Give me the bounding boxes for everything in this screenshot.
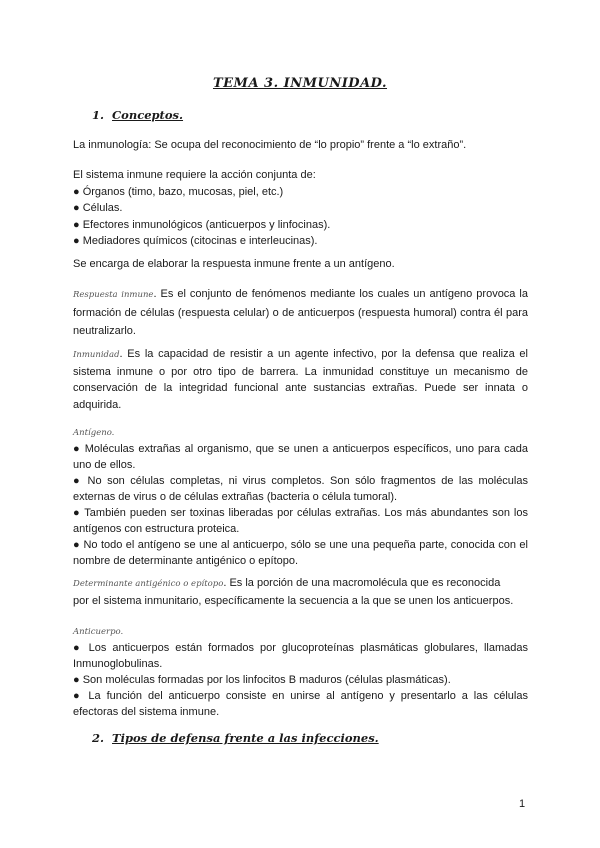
respuesta-term: Respuesta inmune xyxy=(73,290,154,300)
anticuerpo-term: Anticuerpo. xyxy=(73,627,124,637)
list-item: ● Órganos (timo, bazo, mucosas, piel, etc.) xyxy=(73,185,284,198)
section-title: Tipos de defensa frente a las infecciones. xyxy=(112,731,379,745)
list-item: ● La función del anticuerpo consiste en unirse al antígeno y presentarlo a las células efectoras del sistema inmune. xyxy=(73,690,528,718)
response-paragraph: Se encarga de elaborar la respuesta inmune frente a un antígeno. xyxy=(73,258,395,270)
inmunidad-text: . Es la capacidad de resistir a un agente infectivo, por la defensa que realiza el sistema inmune o por otro tipo de barrera. La inmunidad constituye un mecanismo de conservación de la integridad funcional ante sustancias extrañas. Puede ser innata o adquirida. xyxy=(73,348,528,411)
list-item: ● Células. xyxy=(73,202,123,214)
list-item: ● Mediadores químicos (citocinas e interleucinas). xyxy=(73,235,318,247)
respuesta-definition xyxy=(73,285,528,340)
list-item: ● Efectores inmunológicos (anticuerpos y linfocinas). xyxy=(73,218,331,231)
list-item: ● Los anticuerpos están formados por glucoproteínas plasmáticas globulares, llamadas Inmunoglobulinas. xyxy=(73,642,528,670)
anticuerpo-block xyxy=(73,624,528,720)
list-item: ● También pueden ser toxinas liberadas por células extrañas. Los más abundantes son los antígenos con estructura proteica. xyxy=(73,507,528,535)
list-item: ● No son células completas, ni virus completos. Son sólo fragmentos de las moléculas externas de virus o de células extrañas (bacteria o célula tumoral). xyxy=(73,475,528,503)
antigeno-block xyxy=(73,425,528,569)
section-number: 1. xyxy=(92,108,105,122)
section-title: Conceptos. xyxy=(112,108,184,122)
determinante-term: Determinante antigénico o epítopo xyxy=(73,579,224,589)
list-item: ● No todo el antígeno se une al anticuerpo, sólo se une una pequeña parte, conocida con el nombre de determinante antigénico o epítopo. xyxy=(73,539,528,567)
determinante-text-2: por el sistema inmunitario, específicamente la secuencia a la que se unen los anticuerpos. xyxy=(73,595,514,607)
antigeno-term: Antígeno. xyxy=(73,428,115,438)
system-intro: El sistema inmune requiere la acción conjunta de: xyxy=(73,169,316,181)
section-number: 2. xyxy=(92,731,105,745)
inmunidad-definition xyxy=(73,346,528,413)
system-list xyxy=(73,167,528,250)
list-item: ● Moléculas extrañas al organismo, que se unen a anticuerpos específicos, uno para cada uno de ellos. xyxy=(73,443,528,471)
determinante-text: . Es la porción de una macromolécula que es reconocida xyxy=(223,577,501,589)
list-item: ● Son moléculas formadas por los linfocitos B maduros (células plasmáticas). xyxy=(73,674,451,686)
respuesta-text: . Es el conjunto de fenómenos mediante los cuales un antígeno provoca la formación de células (respuesta celular) o de anticuerpos (respuesta humoral) contra él para neutralizarlo. xyxy=(73,288,528,337)
page-number: 1 xyxy=(519,798,526,810)
section-heading-2 xyxy=(92,731,379,745)
section-heading-1 xyxy=(92,108,183,122)
intro-paragraph: La inmunología: Se ocupa del reconocimiento de “lo propio” frente a “lo extraño”. xyxy=(73,139,467,151)
determinante-definition xyxy=(73,575,528,610)
page-title: TEMA 3. INMUNIDAD. xyxy=(212,76,388,91)
inmunidad-term: Inmunidad xyxy=(73,350,120,360)
